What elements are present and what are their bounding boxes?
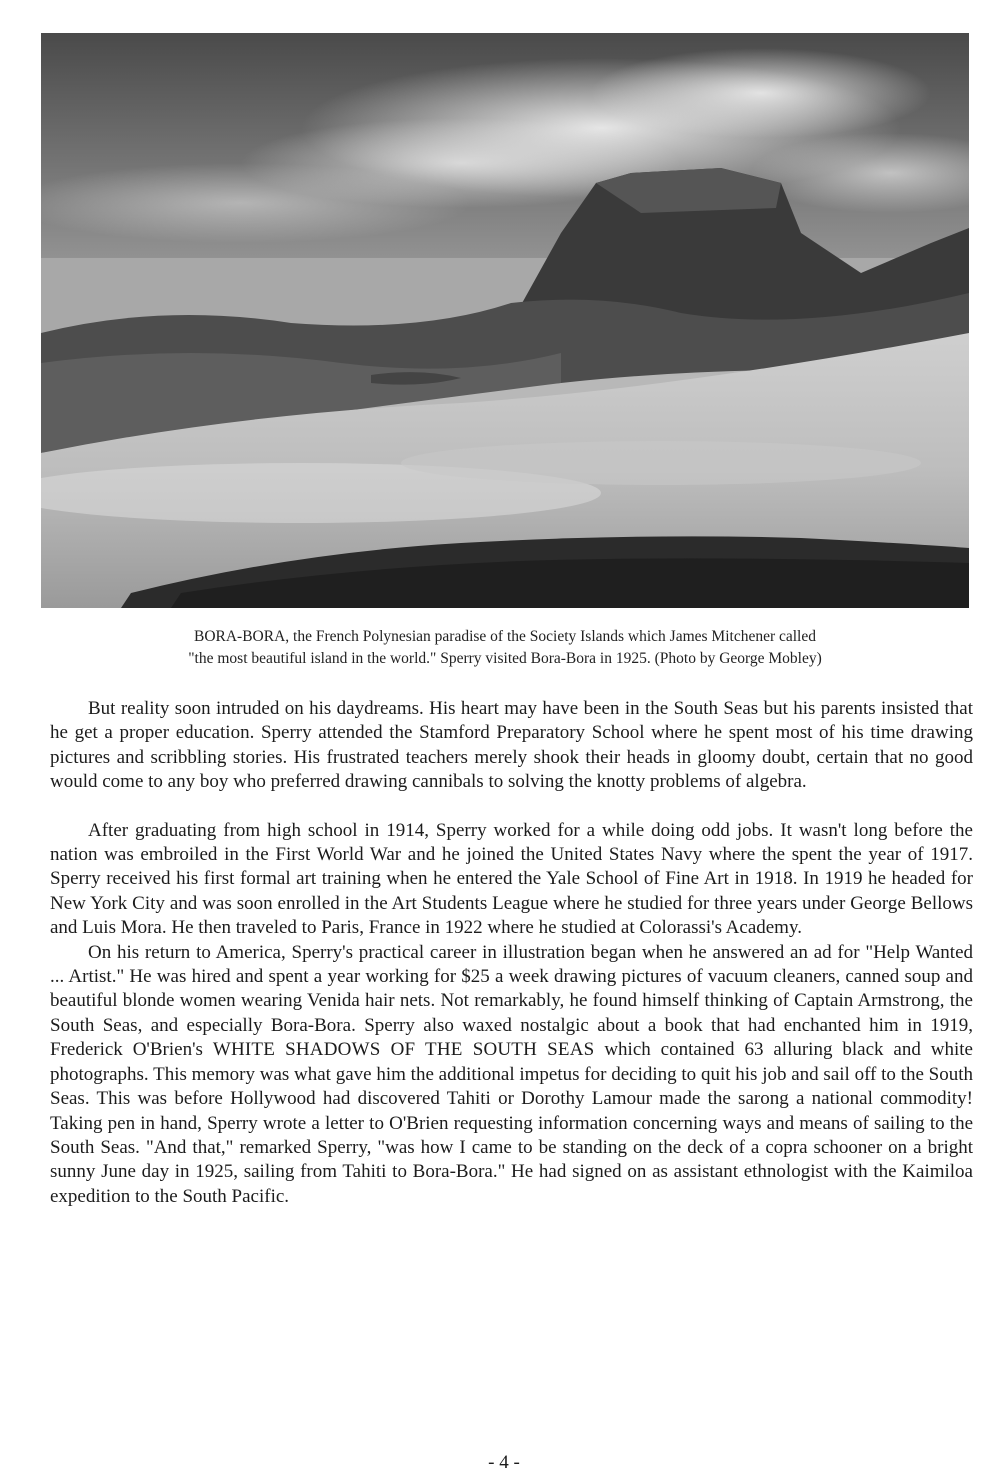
bora-bora-photo [41,33,969,608]
caption-line-2: "the most beautiful island in the world." Sperry visited Bora-Bora in 1925. (Photo by George Mobley) [188,650,822,667]
book-title: WHITE SHADOWS OF THE SOUTH SEAS [212,1039,595,1061]
paragraph-2: After graduating from high school in 1914, Sperry worked for a while doing odd jobs. It wasn't long before the nation was embroiled in the First World War and he joined the United States Navy where the spent the year of 1917. Sperry received his first formal art training when he entered the Yale School of Fine Art in 1918. In 1919 he headed for New York City and was soon enrolled in the Art Students League where he studied for three years under George Bellows and Luis Mora. He then traveled to Paris, France in 1922 where he studied at Colorassi's Academy. [50,819,973,939]
landscape-illustration [41,33,969,608]
caption-line-1: BORA-BORA, the French Polynesian paradise of the Society Islands which James Mitchener called [193,628,816,645]
paragraph-3 [50,941,973,1209]
paragraph-3-text-before: On his return to America, Sperry's practical career in illustration began when he answered an ad for "Help Wanted ... Artist." He was hired and spent a year working for $25 a week drawing pictures of vacuum cleaners, canned soup and beautiful blonde women wearing Venida hair nets. Not remarkably, he found himself thinking of Captain Armstrong, the South Seas, and especially Bora-Bora. Sperry also waxed nostalgic about a book that had enchanted him in 1919, Frederick O'Brien's [50,941,973,1061]
paragraph-1: But reality soon intruded on his daydreams. His heart may have been in the South Seas but his parents insisted that he get a proper education. Sperry attended the Stamford Preparatory School where he spent most of his time drawing pictures and scribbling stories. His frustrated teachers merely shook their heads in gloomy doubt, certain that no good would come to any boy who preferred drawing cannibals to solving the knotty problems of algebra. [50,698,973,793]
page-number: - 4 - [488,1452,520,1473]
photo-caption [60,626,950,670]
article-body [50,697,973,1209]
paragraph-3-text-after: which contained 63 alluring black and white photographs. This memory was what gave him the additional impetus for deciding to quit his job and sail off to the South Seas. This was before Hollywood had discovered Tahiti or Dorothy Lamour made the sarong a national commodity! Taking pen in hand, Sperry wrote a letter to O'Brien requesting information concerning ways and means of sailing to the South Seas. "And that," remarked Sperry, "was how I came to be standing on the deck of a copra schooner on a bright sunny June day in 1925, sailing from Tahiti to Bora-Bora." He had signed on as assistant ethnologist with the Kaimiloa expedition to the South Pacific. [50,1039,973,1207]
